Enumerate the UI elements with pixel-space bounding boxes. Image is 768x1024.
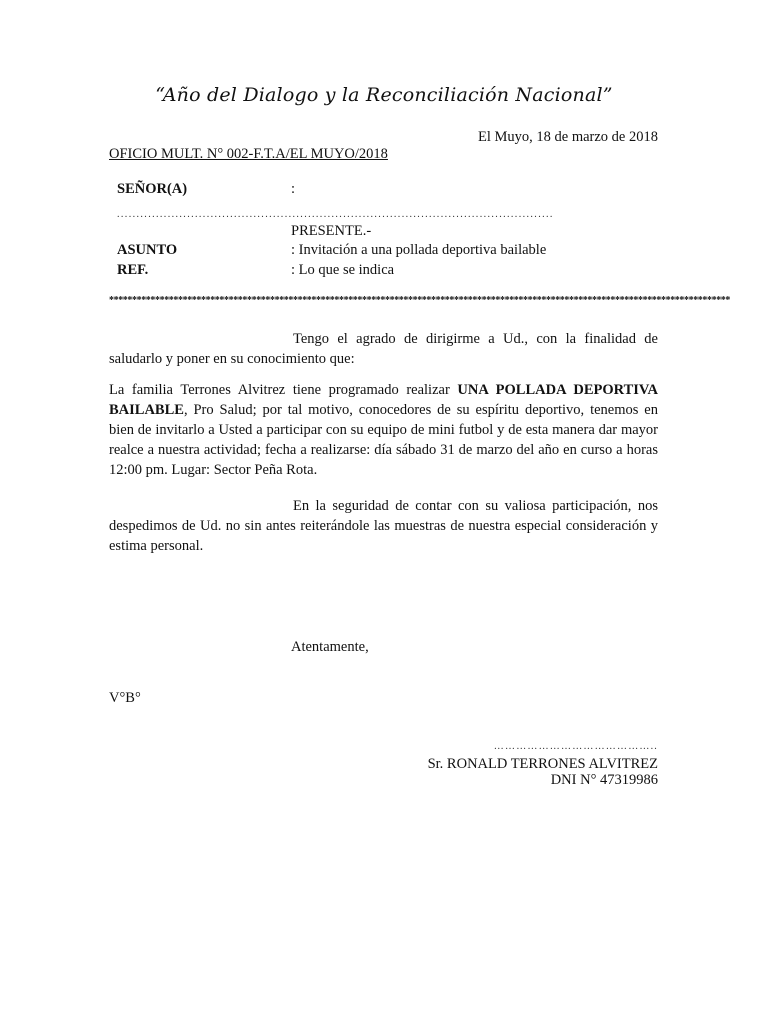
body-paragraph-1-text: Tengo el agrado de dirigirme a Ud., con la finalidad de saludarlo y poner en su conocimiento que: <box>109 331 658 367</box>
recipient-label: SEÑOR(A) <box>117 181 188 197</box>
ref-label: REF. <box>117 262 149 278</box>
approval-mark: V°B° <box>109 690 141 706</box>
signer-id: DNI N° 47319986 <box>550 772 658 788</box>
subject-label: ASUNTO <box>117 242 178 258</box>
body-paragraph-1 <box>109 329 658 369</box>
body-paragraph-2 <box>109 380 658 480</box>
separator-line: *************************************************************************************************************************************** <box>109 295 731 306</box>
body-paragraph-3 <box>109 496 658 556</box>
subject-value: : Invitación a una pollada deportiva bailable <box>291 242 547 258</box>
reference-number: OFICIO MULT. N° 002-F.T.A/EL MUYO/2018 <box>109 146 388 162</box>
body-paragraph-2-text-start: La familia Terrones Alvitrez tiene programado realizar <box>109 382 458 398</box>
closing-text: Atentamente, <box>291 639 369 655</box>
ref-value: : Lo que se indica <box>291 262 395 278</box>
event-name-bold: UNA POLLADA DEPORTIVA BAILABLE <box>109 382 658 418</box>
recipient-colon: : <box>291 181 296 197</box>
motto-header: “Año del Dialogo y la Reconciliación Nacional” <box>155 84 613 106</box>
presente-label: PRESENTE.- <box>291 223 372 239</box>
body-paragraph-2-text-end: , Pro Salud; por tal motivo, conocedores de su espíritu deportivo, tenemos en bien de invitarlo a Usted a participar con su equipo de mini futbol y de esta manera dar mayor realce a nuestra actividad; fecha a realizarse: día sábado 31 de marzo del año en curso a horas 12:00 pm. Lugar: Sector Peña Rota. <box>109 402 658 478</box>
recipient-dotted-line: ................................................................................................................ <box>117 209 554 220</box>
body-paragraph-3-text: En la seguridad de contar con su valiosa participación, nos despedimos de Ud. no sin antes reiterándole las muestras de nuestra especial consideración y estima personal. <box>109 498 658 554</box>
signature-line: …………………………………….. <box>493 741 658 752</box>
signer-name: Sr. RONALD TERRONES ALVITREZ <box>427 756 658 772</box>
date-line: El Muyo, 18 de marzo de 2018 <box>477 129 658 145</box>
